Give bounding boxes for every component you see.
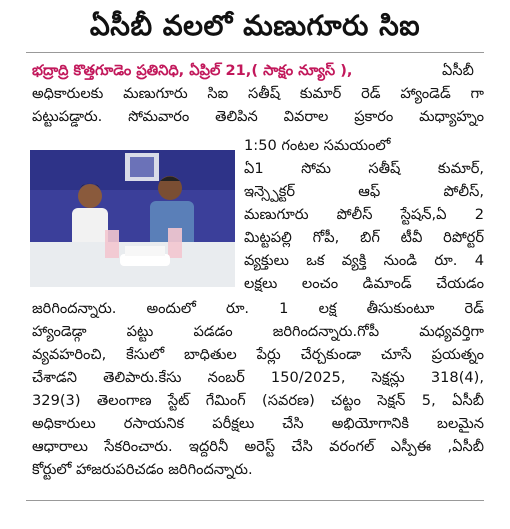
body-line: 1:50 గంటల సమయంలో [244,137,391,154]
body-line: హ్యాండెడ్గా పట్టు పడడం జరిగిందన్నారు.గోపీ మధ్యవర్తిగా [32,323,484,340]
body-line: జరిగిందన్నారు. అందులో రూ. 1 లక్ష తీసుకుంటూ రెడ్ [32,300,484,317]
body-line: 329(3) తెలంగాణ స్టేట్ గేమింగ్ (సవరణ) చట్టం సెక్షన్ 5, ఏసీబీ [32,392,484,409]
bottom-rule [26,500,484,501]
body-line: వ్యక్తులు ఒక వ్యక్తి నుండి రూ. 4 [244,252,484,269]
body-line: ఏ1 సోమ సతీష్ కుమార్, [244,160,484,177]
body-line: అధికారులు రసాయనిక పరీక్షలు చేసి అభియోగానికి బలమైన [32,415,484,432]
body-line: లక్షలు లంచం డిమాండ్ చేయడం [244,275,484,292]
body-line: కోర్టులో హాజరుపరిచడం జరిగిందన్నారు. [32,461,253,478]
body-line: మిట్టపల్లి గోపీ, బిగ్ టీవీ రిపోర్టర్ [244,229,484,246]
dateline: భద్రాద్రి కొత్తగూడెం ప్రతినిధి, ఏప్రిల్ 21,( సాక్షం న్యూస్ ), [32,62,353,79]
body-line: ఇన్స్పెక్టర్ ఆఫ్ పోలీస్, [244,183,484,200]
body-line: అధికారులకు మణుగూరు సిఐ సతీష్ కుమార్ రెడ్ హ్యాండెడ్ గా [32,85,484,102]
body-line: ఏసీబీ [442,62,474,79]
body-line: చేశాడని తెలిపారు.కేసు నంబర్ 150/2025, సెక్షన్లు 318(4), [32,369,484,386]
body-line: ఆధారాలు సేకరించారు. ఇద్దరినీ అరెస్ట్ చేసి వరంగల్ ఎస్పీఈ ,ఏసీబీ [32,438,484,455]
body-line: పట్టుపడ్డారు. సోమవారం తెలిపిన వివరాల ప్రకారం మధ్యాహ్నం [32,108,484,125]
news-photo [30,150,235,287]
body-line: మణుగూరు పోలీస్ స్టేషన్,ఏ 2 [244,206,484,223]
headline: ఏసీబీ వలలో మణుగూరు సిఐ [89,9,421,42]
body-line: వ్యవహరించి, కేసులో బాధితుల పేర్లు చేర్చకుండా చూసే ప్రయత్నం [32,346,484,363]
headline-divider [26,52,484,53]
